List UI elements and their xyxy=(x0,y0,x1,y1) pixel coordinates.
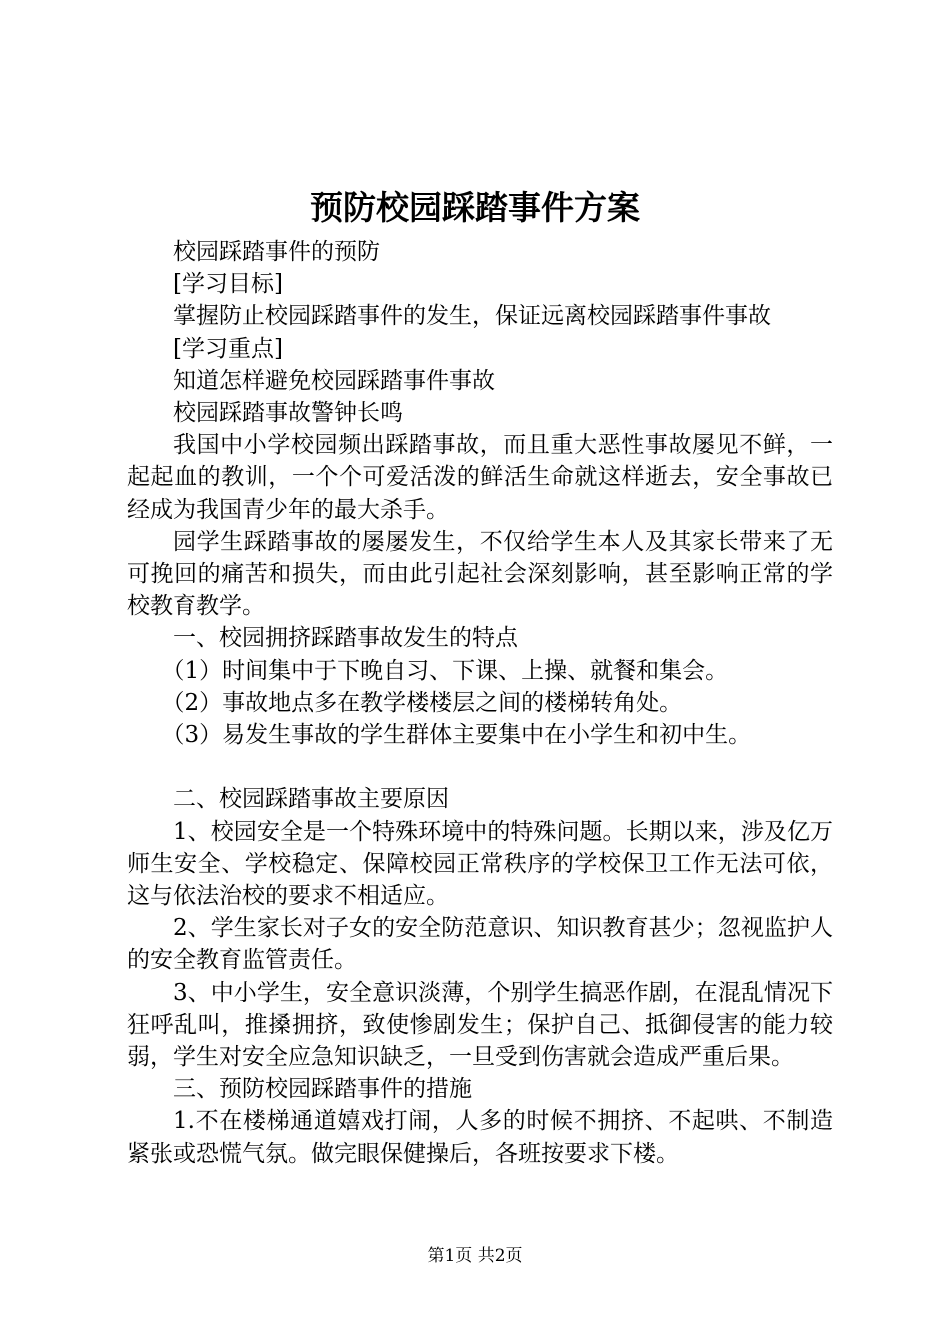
paragraph-key-point-heading: [学习重点] xyxy=(173,335,283,362)
paragraph-intro-2: 园学生踩踏事故的屡屡发生，不仅给学生本人及其家长带来了无可挽回的痛苦和损失，而由此引起社会深刻影响，甚至影响正常的学校教育教学。 xyxy=(127,528,833,620)
paragraph-cause-3: 3、中小学生，安全意识淡薄，个别学生搞恶作剧，在混乱情况下狂呼乱叫，推搡拥挤，致使惨剧发生；保护自己、抵御侵害的能力较弱，学生对安全应急知识缺乏，一旦受到伤害就会造成严重后果。 xyxy=(127,979,833,1071)
section-heading-measures: 三、预防校园踩踏事件的措施 xyxy=(173,1076,472,1103)
paragraph-learning-goal-heading: [学习目标] xyxy=(173,271,283,298)
blank-line xyxy=(127,751,833,783)
document-title: 预防校园踩踏事件方案 xyxy=(310,188,640,227)
paragraph-cause-1: 1、校园安全是一个特殊环境中的特殊问题。长期以来，涉及亿万师生安全、学校稳定、保障校园正常秩序的学校保卫工作无法可依，这与依法治校的要求不相适应。 xyxy=(127,818,833,910)
paragraph-subtitle: 校园踩踏事件的预防 xyxy=(173,239,380,265)
section-heading-causes: 二、校园踩踏事故主要原因 xyxy=(173,786,449,813)
paragraph-key-point: 知道怎样避免校园踩踏事件事故 xyxy=(173,367,495,394)
paragraph-learning-goal: 掌握防止校园踩踏事件的发生，保证远离校园踩踏事件事故 xyxy=(173,303,771,330)
list-item: （3）易发生事故的学生群体主要集中在小学生和初中生。 xyxy=(161,722,752,749)
list-item: （2）事故地点多在教学楼楼层之间的楼梯转角处。 xyxy=(161,689,683,716)
page-footer: 第1页 共2页 xyxy=(427,1246,523,1266)
paragraph-intro-1: 我国中小学校园频出踩踏事故，而且重大恶性事故屡见不鲜，一起起血的教训，一个个可爱活泼的鲜活生命就这样逝去，安全事故已经成为我国青少年的最大杀手。 xyxy=(127,432,833,523)
paragraph-alarm-heading: 校园踩踏事故警钟长鸣 xyxy=(173,400,403,427)
list-item: （1）时间集中于下晚自习、下课、上操、就餐和集会。 xyxy=(161,657,729,684)
paragraph-cause-2: 2、学生家长对子女的安全防范意识、知识教育甚少；忽视监护人的安全教育监管责任。 xyxy=(127,915,833,974)
paragraph-measure-1: 1.不在楼梯通道嬉戏打闹，人多的时候不拥挤、不起哄、不制造紧张或恐慌气氛。做完眼保健操后，各班按要求下楼。 xyxy=(127,1108,833,1167)
section-heading-features: 一、校园拥挤踩踏事故发生的特点 xyxy=(173,625,518,652)
document-body xyxy=(127,236,833,1170)
